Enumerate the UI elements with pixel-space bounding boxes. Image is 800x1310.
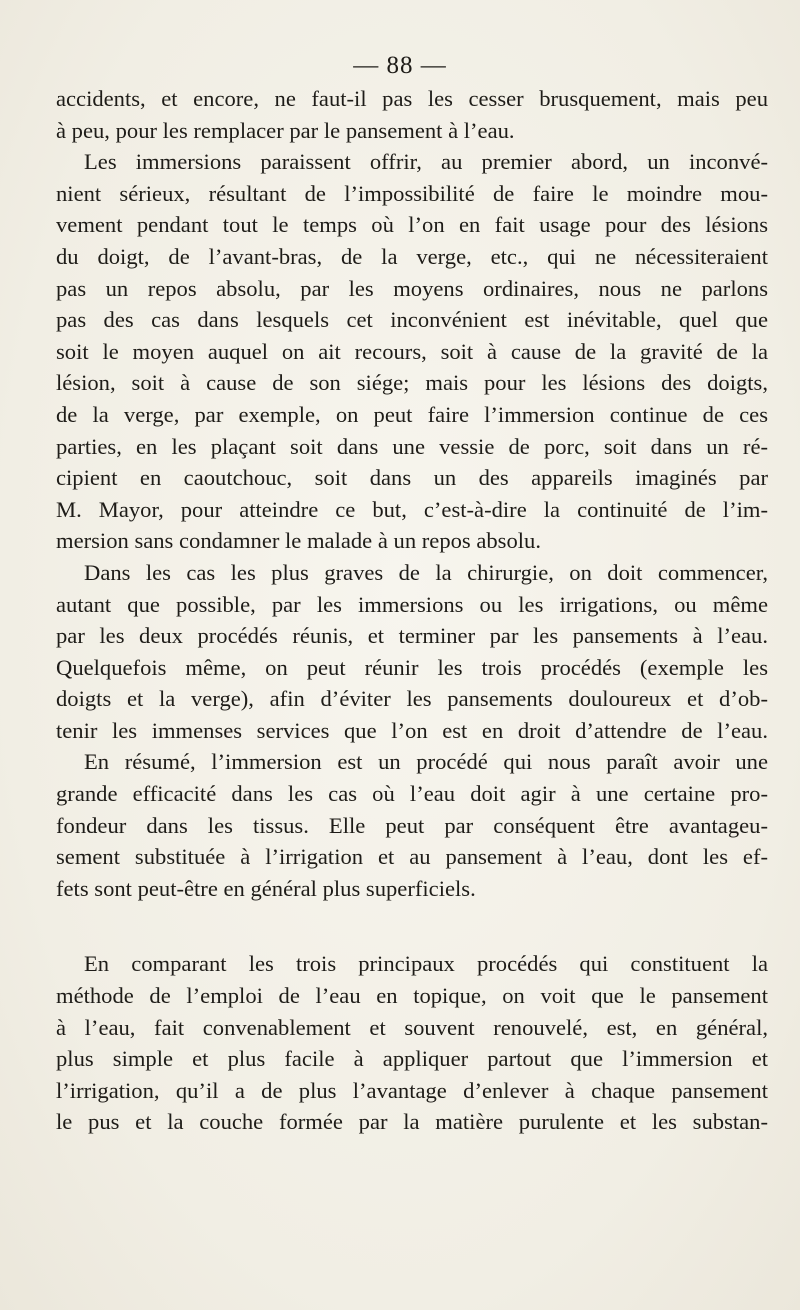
text-line: cipient en caoutchouc, soit dans un des appareils imaginés par	[56, 465, 768, 491]
text-line: tenir les immenses services que l’on est en droit d’attendre de l’eau.	[56, 717, 768, 743]
text-line: vement pendant tout le temps où l’on en fait usage pour des lésions	[56, 212, 768, 238]
text-line: l’irrigation, qu’il a de plus l’avantage d’enlever à chaque pansement	[56, 1077, 768, 1103]
text-line: du doigt, de l’avant-bras, de la verge, etc., qui ne nécessiteraient	[56, 243, 768, 269]
text-line: accidents, et encore, ne faut-il pas les cesser brusquement, mais peu	[56, 86, 768, 111]
text-line: grande efficacité dans les cas où l’eau doit agir à une certaine pro-	[56, 781, 768, 807]
text-line: doigts et la verge), afin d’éviter les pansements douloureux et d’ob-	[56, 686, 768, 712]
text-line: lésion, soit à cause de son siége; mais pour les lésions des doigts,	[56, 370, 768, 396]
text-line: parties, en les plaçant soit dans une vessie de porc, soit dans un ré-	[56, 433, 768, 459]
text-line: fondeur dans les tissus. Elle peut par conséquent être avantageu-	[56, 812, 768, 838]
text-line: pas des cas dans lesquels cet inconvénient est inévitable, quel que	[56, 307, 768, 333]
text-line: de la verge, par exemple, on peut faire l’immersion continue de ces	[56, 401, 768, 427]
text-line: nient sérieux, résultant de l’impossibilité de faire le moindre mou-	[56, 180, 768, 206]
text-line: autant que possible, par les immersions ou les irrigations, ou même	[56, 591, 768, 617]
body-text	[56, 83, 768, 1138]
text-line: Les immersions paraissent offrir, au premier abord, un inconvé-	[84, 149, 768, 175]
text-line: Dans les cas les plus graves de la chirurgie, on doit commencer,	[84, 559, 768, 585]
text-line: à peu, pour les remplacer par le pansement à l’eau.	[56, 117, 515, 143]
text-line: par les deux procédés réunis, et terminer par les pansements à l’eau.	[56, 623, 768, 649]
page-number: — 88 —	[353, 52, 447, 79]
text-line: plus simple et plus facile à appliquer partout que l’immersion et	[56, 1046, 768, 1072]
text-line: sement substituée à l’irrigation et au pansement à l’eau, dont les ef-	[56, 844, 768, 870]
section-gap	[56, 904, 768, 948]
text-line: En comparant les trois principaux procédés qui constituent la	[84, 951, 768, 977]
text-line: pas un repos absolu, par les moyens ordinaires, nous ne parlons	[56, 275, 768, 301]
text-line: Quelquefois même, on peut réunir les trois procédés (exemple les	[56, 654, 768, 680]
text-line: à l’eau, fait convenablement et souvent renouvelé, est, en général,	[56, 1014, 768, 1040]
text-line: méthode de l’emploi de l’eau en topique, on voit que le pansement	[56, 983, 768, 1009]
text-line: M. Mayor, pour atteindre ce but, c’est-à-dire la continuité de l’im-	[56, 496, 768, 522]
text-line: le pus et la couche formée par la matière purulente et les substan-	[56, 1109, 768, 1135]
text-line: soit le moyen auquel on ait recours, soit à cause de la gravité de la	[56, 338, 768, 364]
text-line: En résumé, l’immersion est un procédé qui nous paraît avoir une	[84, 749, 768, 775]
text-line: fets sont peut-être en général plus superficiels.	[56, 875, 476, 901]
text-line: mersion sans condamner le malade à un repos absolu.	[56, 528, 541, 554]
